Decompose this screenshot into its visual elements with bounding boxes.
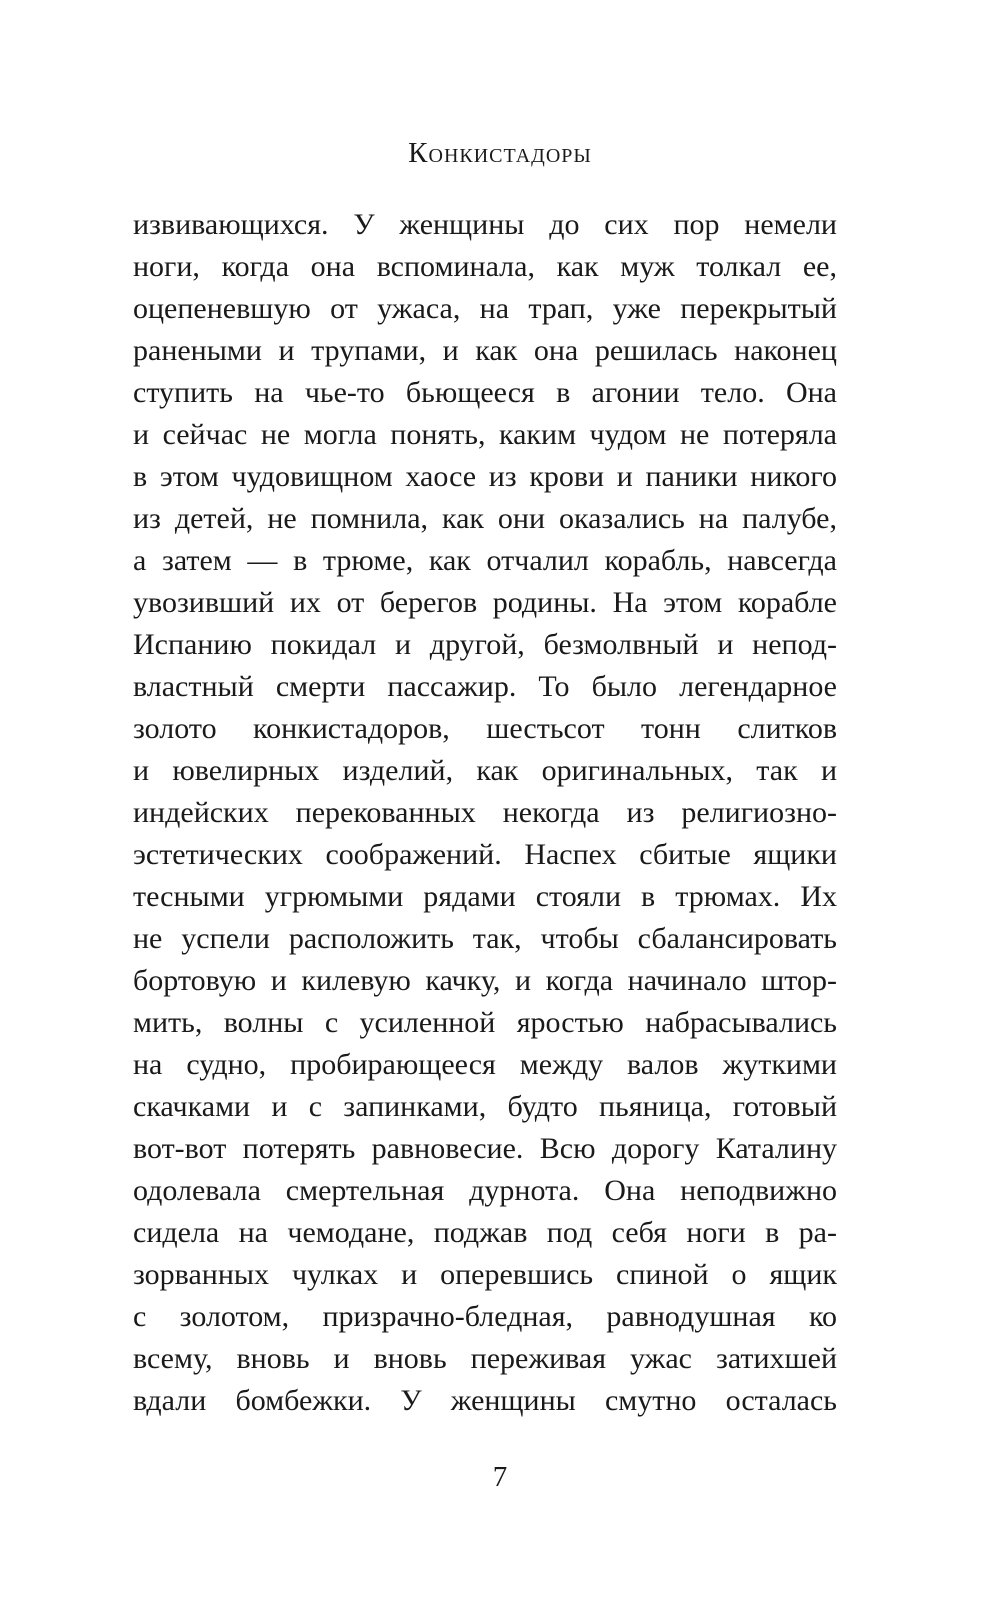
text-line: оцепеневшую от ужаса, на трап, уже перекрытый [133,292,837,325]
text-line: не успели расположить так, чтобы сбалансировать [133,922,837,955]
text-line: вдали бомбежки. У женщины смутно осталась [133,1384,837,1417]
text-line: а затем — в трюме, как отчалил корабль, навсегда [133,544,837,577]
text-line: бортовую и килевую качку, и когда начинало штор- [133,964,837,997]
text-line: ноги, когда она вспоминала, как муж толкал ее, [133,250,837,283]
text-line: извивающихся. У женщины до сих пор немели [133,208,837,241]
text-line: тесными угрюмыми рядами стояли в трюмах. Их [133,880,837,913]
page-number: 7 [492,1461,508,1493]
text-line: эстетических соображений. Наспех сбитые ящики [133,838,837,871]
text-line: сидела на чемодане, поджав под себя ноги в ра- [133,1216,837,1249]
text-line: ранеными и трупами, и как она решилась наконец [133,334,837,367]
text-line: мить, волны с усиленной яростью набрасывались [133,1006,837,1039]
text-line: золото конкистадоров, шестьсот тонн слитков [133,712,837,745]
text-line: властный смерти пассажир. То было легендарное [133,670,837,703]
text-line: зорванных чулках и оперевшись спиной о ящик [133,1258,837,1291]
text-line: вот-вот потерять равновесие. Всю дорогу Каталину [133,1132,837,1165]
text-line: увозивший их от берегов родины. На этом корабле [133,586,837,619]
text-line: ступить на чье-то бьющееся в агонии тело. Она [133,376,837,409]
body-text [133,204,837,1422]
text-line: и ювелирных изделий, как оригинальных, так и [133,754,837,787]
text-line: всему, вновь и вновь переживая ужас затихшей [133,1342,837,1375]
text-line: в этом чудовищном хаосе из крови и паники никого [133,460,837,493]
text-line: одолевала смертельная дурнота. Она неподвижно [133,1174,837,1207]
text-line: индейских перекованных некогда из религиозно- [133,796,837,829]
text-line: на судно, пробирающееся между валов жуткими [133,1048,837,1081]
text-line: Испанию покидал и другой, безмолвный и непод- [133,628,837,661]
text-line: и сейчас не могла понять, каким чудом не потеряла [133,418,837,451]
text-line: с золотом, призрачно-бледная, равнодушная ко [133,1300,837,1333]
text-line: из детей, не помнила, как они оказались на палубе, [133,502,837,535]
text-line: скачками и с запинками, будто пьяница, готовый [133,1090,837,1123]
running-head: Конкистадоры [408,137,592,169]
